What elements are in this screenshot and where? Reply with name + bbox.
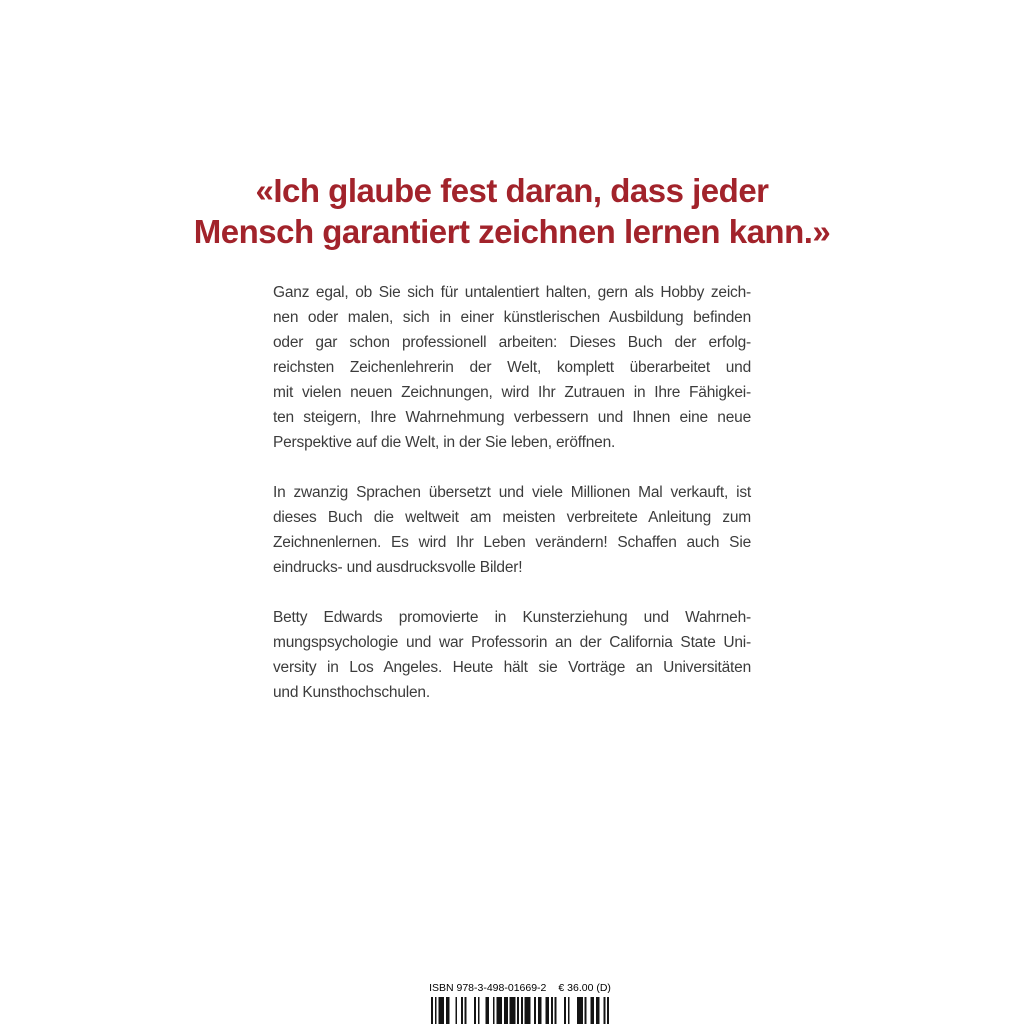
isbn-label: ISBN 978-3-498-01669-2 (429, 982, 547, 994)
text-line: ten steigern, Ihre Wahrnehmung verbessern und Ihnen eine neue (273, 409, 751, 426)
blurb-paragraph (273, 280, 751, 455)
text-line: dieses Buch die weltweit am meisten verbreitete Anleitung zum (273, 509, 751, 526)
blurb-paragraph (273, 480, 751, 580)
headline-line: «Ich glaube fest daran, dass jeder (255, 172, 769, 209)
headline-quote (0, 170, 1024, 252)
text-line: nen oder malen, sich in einer künstlerischen Ausbildung befinden (273, 309, 751, 326)
text-line: Perspektive auf die Welt, in der Sie leben, eröffnen. (273, 434, 616, 451)
text-line: eindrucks- und ausdrucksvolle Bilder! (273, 559, 523, 576)
price-label: € 36.00 (D) (558, 982, 611, 994)
blurb-paragraph (273, 605, 751, 705)
headline-line: Mensch garantiert zeichnen lernen kann.» (193, 213, 831, 250)
text-line: mungspsychologie und war Professorin an der California State Uni- (273, 634, 751, 651)
text-line: Ganz egal, ob Sie sich für untalentiert halten, gern als Hobby zeich- (273, 284, 751, 301)
text-line: Betty Edwards promovierte in Kunsterziehung und Wahrneh- (273, 609, 751, 626)
text-line: Zeichnenlernen. Es wird Ihr Leben verändern! Schaffen auch Sie (273, 534, 751, 551)
barcode-block (422, 982, 618, 1024)
text-line: oder gar schon professionell arbeiten: Dieses Buch der erfolg- (273, 334, 751, 351)
text-line: versity in Los Angeles. Heute hält sie Vorträge an Universitäten (273, 659, 751, 676)
text-line: In zwanzig Sprachen übersetzt und viele Millionen Mal verkauft, ist (273, 484, 751, 501)
text-line: reichsten Zeichenlehrerin der Welt, komplett überarbeitet und (273, 359, 751, 376)
blurb-text (273, 280, 751, 730)
text-line: mit vielen neuen Zeichnungen, wird Ihr Zutrauen in Ihre Fähigkei- (273, 384, 751, 401)
ean-barcode (422, 997, 618, 1024)
isbn-row (422, 982, 618, 995)
text-line: und Kunsthochschulen. (273, 684, 430, 701)
